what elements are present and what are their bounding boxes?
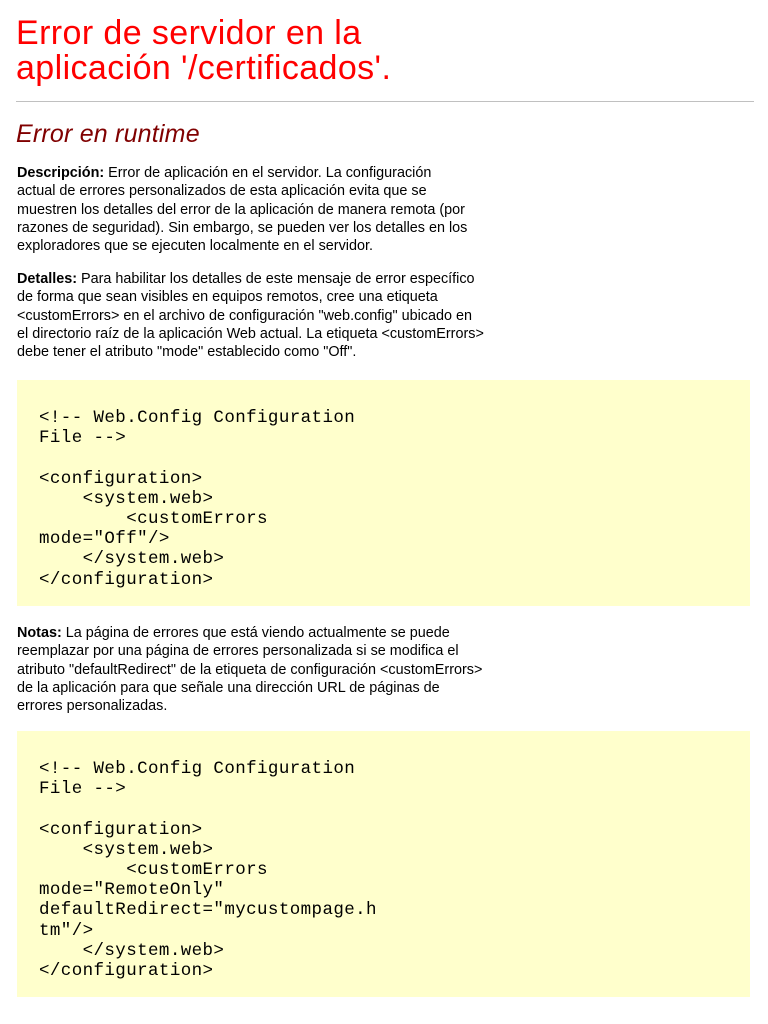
page-title <box>16 16 756 86</box>
code-line: <configuration> <box>39 819 203 840</box>
notes-line: errores personalizadas. <box>17 698 168 715</box>
error-subtitle: Error en runtime <box>16 120 200 148</box>
code-line: <!-- Web.Config Configuration <box>39 408 356 428</box>
code-line: <configuration> <box>39 468 203 489</box>
code-blank-line <box>39 799 728 819</box>
description-label: Descripción: <box>17 165 105 181</box>
code-block-off-mode <box>17 380 750 606</box>
details-line: de forma que sean visibles en equipos remotos, cree una etiqueta <box>17 289 438 306</box>
code-line: mode="RemoteOnly" <box>39 880 225 901</box>
description-line: muestren los detalles del error de la aplicación de manera remota (por <box>17 201 465 218</box>
code-block-remote-only <box>17 731 750 997</box>
details-line: el directorio raíz de la aplicación Web actual. La etiqueta <customErrors> <box>17 325 484 342</box>
notes-label: Notas: <box>17 625 62 641</box>
title-divider <box>16 101 754 102</box>
code-line: </configuration> <box>39 569 214 590</box>
details-paragraph <box>17 270 755 361</box>
details-label: Detalles: <box>17 271 77 287</box>
code-line: <customErrors <box>39 509 268 529</box>
details-line: Para habilitar los detalles de este mensaje de error específico <box>77 271 475 287</box>
code-line: </system.web> <box>39 940 225 961</box>
code-blank-line <box>39 448 728 468</box>
details-line: debe tener el atributo "mode" establecido como "Off". <box>17 344 357 361</box>
code-line: tm"/> <box>39 920 94 941</box>
notes-line: reemplazar por una página de errores personalizada si se modifica el <box>17 643 459 660</box>
code-line: <customErrors <box>39 860 268 880</box>
code-line: <system.web> <box>39 839 214 860</box>
code-line: <system.web> <box>39 488 214 509</box>
details-line: <customErrors> en el archivo de configuración "web.config" ubicado en <box>17 307 472 324</box>
code-line: File --> <box>39 779 127 800</box>
description-line: Error de aplicación en el servidor. La configuración <box>104 165 432 181</box>
page-title-line-2: aplicación '/certificados'. <box>16 49 392 87</box>
notes-line: de la aplicación para que señale una dirección URL de páginas de <box>17 679 440 696</box>
notes-line: La página de errores que está viendo actualmente se puede <box>61 625 450 641</box>
description-line: razones de seguridad). Sin embargo, se pueden ver los detalles en los <box>17 219 468 236</box>
notes-paragraph <box>17 624 755 715</box>
code-line: </configuration> <box>39 961 214 982</box>
code-line: <!-- Web.Config Configuration <box>39 759 356 779</box>
description-line: actual de errores personalizados de esta aplicación evita que se <box>17 183 427 200</box>
code-line: </system.web> <box>39 549 225 570</box>
code-line: File --> <box>39 428 127 449</box>
page-title-line-1: Error de servidor en la <box>16 14 362 52</box>
description-paragraph <box>17 164 755 255</box>
code-line: mode="Off"/> <box>39 529 170 550</box>
notes-line: atributo "defaultRedirect" de la etiqueta de configuración <customErrors> <box>17 661 483 678</box>
description-line: exploradores que se ejecuten localmente en el servidor. <box>17 238 373 255</box>
code-line: defaultRedirect="mycustompage.h <box>39 900 377 921</box>
